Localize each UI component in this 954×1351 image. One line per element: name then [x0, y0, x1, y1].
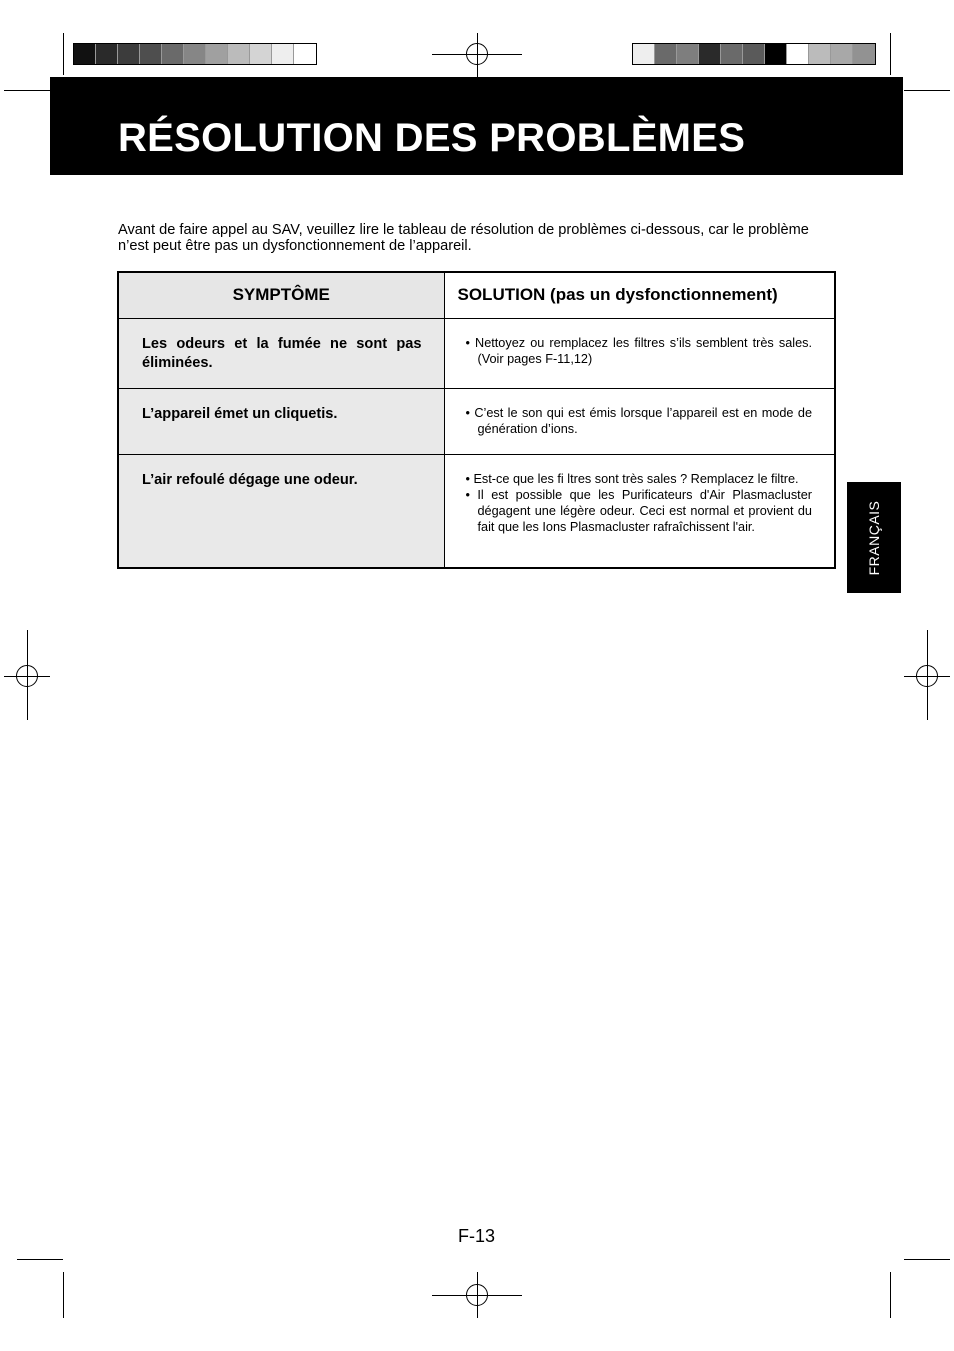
intro-paragraph: Avant de faire appel au SAV, veuillez lire le tableau de résolution de problèmes ci-dessous, car le problème n’est peut être pas un dysfonctionnement de l’appareil.: [118, 222, 809, 254]
solution-item: • Il est possible que les Purificateurs d'Air Plasmacluster dégagent une légère odeur. Ceci est normal et provient du fait que les Ions Plasmacluster rafraîchissent l'air.: [465, 487, 812, 534]
title-band: [50, 77, 903, 175]
symptom-cell: L’appareil émet un cliquetis.: [118, 388, 444, 454]
symptom-cell: Les odeurs et la fumée ne sont pas éliminées.: [118, 318, 444, 388]
page-title: RÉSOLUTION DES PROBLÈMES: [118, 116, 746, 160]
color-swatch: [162, 44, 184, 64]
color-swatch: [787, 44, 809, 64]
color-swatch: [699, 44, 721, 64]
color-swatch: [184, 44, 206, 64]
page-number: F-13: [458, 1226, 496, 1246]
table-row: [118, 388, 835, 454]
color-swatch: [250, 44, 272, 64]
color-swatch: [118, 44, 140, 64]
table-header-row: [118, 272, 835, 318]
table-row: [118, 318, 835, 388]
column-header-solution: SOLUTION (pas un dysfonctionnement): [444, 272, 835, 318]
color-swatch: [765, 44, 787, 64]
table-row: [118, 454, 835, 568]
color-swatch: [272, 44, 294, 64]
troubleshooting-table: [117, 271, 836, 569]
language-tab: [847, 482, 901, 593]
color-calibration-strip-right: [632, 43, 876, 65]
language-tab-label: FRANÇAIS: [866, 500, 882, 575]
solution-item: • C’est le son qui est émis lorsque l’appareil est en mode de génération d’ions.: [465, 405, 812, 436]
color-swatch: [96, 44, 118, 64]
color-swatch: [853, 44, 875, 64]
solution-cell: [444, 454, 835, 568]
symptom-cell: L’air refoulé dégage une odeur.: [118, 454, 444, 568]
color-swatch: [677, 44, 699, 64]
solution-item: • Nettoyez ou remplacez les filtres s’ils semblent très sales. (Voir pages F-11,12): [465, 335, 812, 366]
color-swatch: [228, 44, 250, 64]
color-swatch: [206, 44, 228, 64]
solution-item: • Est-ce que les fi ltres sont très sales ? Remplacez le filtre.: [465, 471, 799, 486]
solution-cell: [444, 318, 835, 388]
color-swatch: [140, 44, 162, 64]
color-swatch: [831, 44, 853, 64]
color-swatch: [743, 44, 765, 64]
color-swatch: [294, 44, 316, 64]
color-swatch: [74, 44, 96, 64]
solution-cell: [444, 388, 835, 454]
column-header-symptom: SYMPTÔME: [118, 272, 444, 318]
color-swatch: [633, 44, 655, 64]
color-swatch: [655, 44, 677, 64]
color-swatch: [721, 44, 743, 64]
color-swatch: [809, 44, 831, 64]
color-calibration-strip-left: [73, 43, 317, 65]
